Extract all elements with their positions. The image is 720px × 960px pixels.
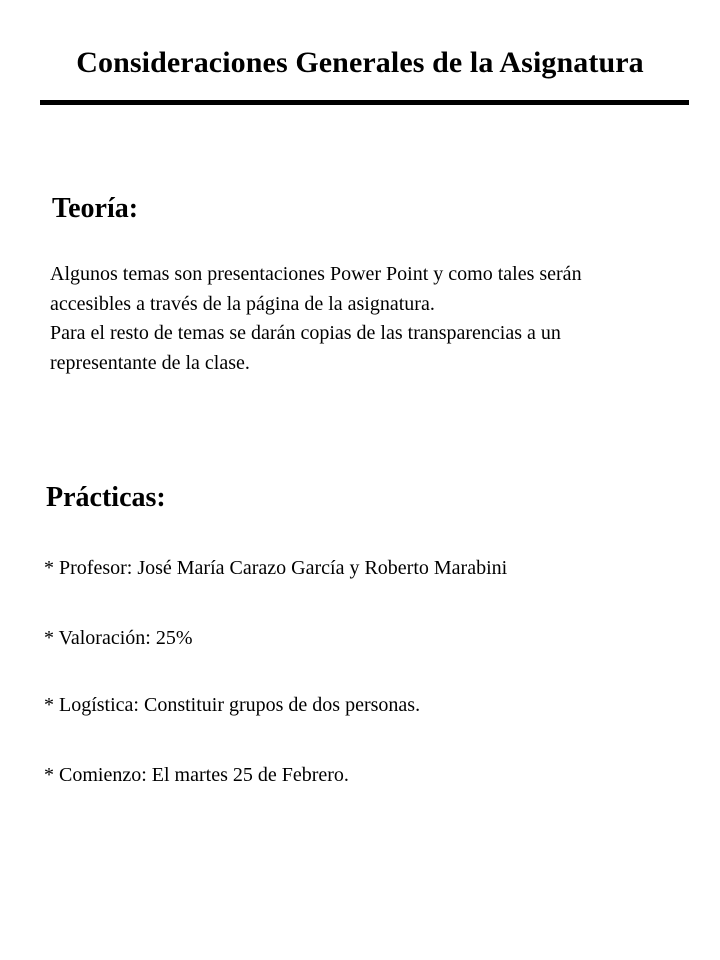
practicas-item-profesor: * Profesor: José María Carazo García y Roberto Marabini — [44, 557, 508, 579]
practicas-heading: Prácticas: — [46, 482, 166, 513]
practicas-item-valoracion: * Valoración: 25% — [44, 627, 193, 649]
page-title: Consideraciones Generales de la Asignatura — [76, 46, 644, 79]
practicas-item-comienzo: * Comienzo: El martes 25 de Febrero. — [44, 764, 349, 786]
teoria-line: representante de la clase. — [50, 351, 250, 374]
teoria-line: accesibles a través de la página de la asignatura. — [50, 292, 435, 315]
practicas-item-logistica: * Logística: Constituir grupos de dos personas. — [44, 694, 421, 716]
teoria-paragraph — [50, 260, 710, 378]
teoria-line: Algunos temas son presentaciones Power Point y como tales serán — [50, 263, 582, 285]
teoria-heading: Teoría: — [52, 193, 139, 224]
title-divider — [40, 100, 689, 105]
teoria-line: Para el resto de temas se darán copias de las transparencias a un — [50, 322, 561, 344]
